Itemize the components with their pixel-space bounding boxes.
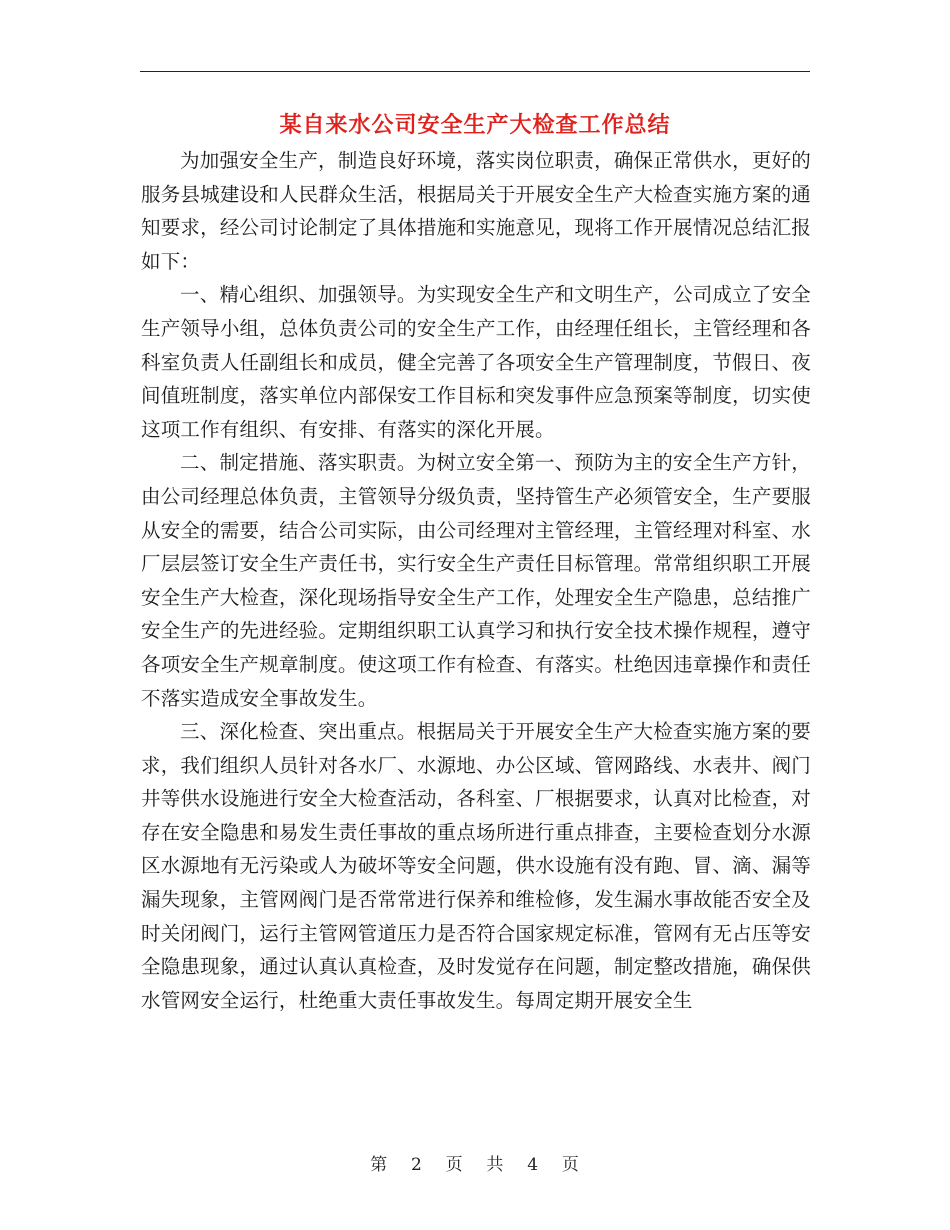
footer-suffix: 页 — [561, 1155, 580, 1175]
footer-current-page: 2 — [410, 1155, 423, 1175]
footer-prefix: 第 — [370, 1155, 389, 1175]
footer-total-word: 共 — [486, 1155, 505, 1175]
paragraph-section-1: 一、精心组织、加强领导。为实现安全生产和文明生产，公司成立了安全生产领导小组，总体负责公司的安全生产工作，由经理任组长，主管经理和各科室负责人任副组长和成员，健全完善了各项安全生产管理制度，节假日、夜间值班制度，落实单位内部保安工作目标和突发事件应急预案等制度，切实使这项工作有组织、有安排、有落实的深化开展。 — [141, 283, 811, 441]
paragraph-section-2: 二、制定措施、落实职责。为树立安全第一、预防为主的安全生产方针，由公司经理总体负责，主管领导分级负责，坚持管生产必须管安全，生产要服从安全的需要，结合公司实际，由公司经理对主管经理，主管经理对科室、水厂层层签订安全生产责任书，实行安全生产责任目标管理。常常组织职工开展安全生产大检查，深化现场指导安全生产工作，处理安全生产隐患，总结推广安全生产的先进经验。定期组织职工认真学习和执行安全技术操作规程，遵守各项安全生产规章制度。使这项工作有检查、有落实。杜绝因违章操作和责任不落实造成安全事故发生。 — [141, 451, 811, 710]
paragraph-section-3: 三、深化检查、突出重点。根据局关于开展安全生产大检查实施方案的要求，我们组织人员针对各水厂、水源地、办公区域、管网路线、水表井、阀门井等供水设施进行安全大检查活动，各科室、厂根据要求，认真对比检查，对存在安全隐患和易发生责任事故的重点场所进行重点排查，主要检查划分水源区水源地有无污染或人为破坏等安全问题，供水设施有没有跑、冒、滴、漏等漏失现象，主管网阀门是否常常进行保养和维检修，发生漏水事故能否安全及时关闭阀门，运行主管网管道压力是否符合国家规定标准，管网有无占压等安全隐患现象，通过认真认真检查，及时发觉存在问题，制定整改措施，确保供水管网安全运行，杜绝重大责任事故发生。每周定期开展安全生 — [141, 720, 811, 1012]
footer-total-pages: 4 — [527, 1155, 540, 1175]
document-title: 某自来水公司安全生产大检查工作总结 — [279, 113, 671, 138]
page-footer — [0, 1153, 950, 1177]
document-body — [141, 144, 811, 1017]
header-rule — [140, 71, 810, 72]
footer-page-word: 页 — [445, 1155, 464, 1175]
paragraph-intro: 为加强安全生产，制造良好环境，落实岗位职责，确保正常供水，更好的服务县城建设和人民群众生活，根据局关于开展安全生产大检查实施方案的通知要求，经公司讨论制定了具体措施和实施意见，现将工作开展情况总结汇报如下： — [141, 149, 811, 273]
